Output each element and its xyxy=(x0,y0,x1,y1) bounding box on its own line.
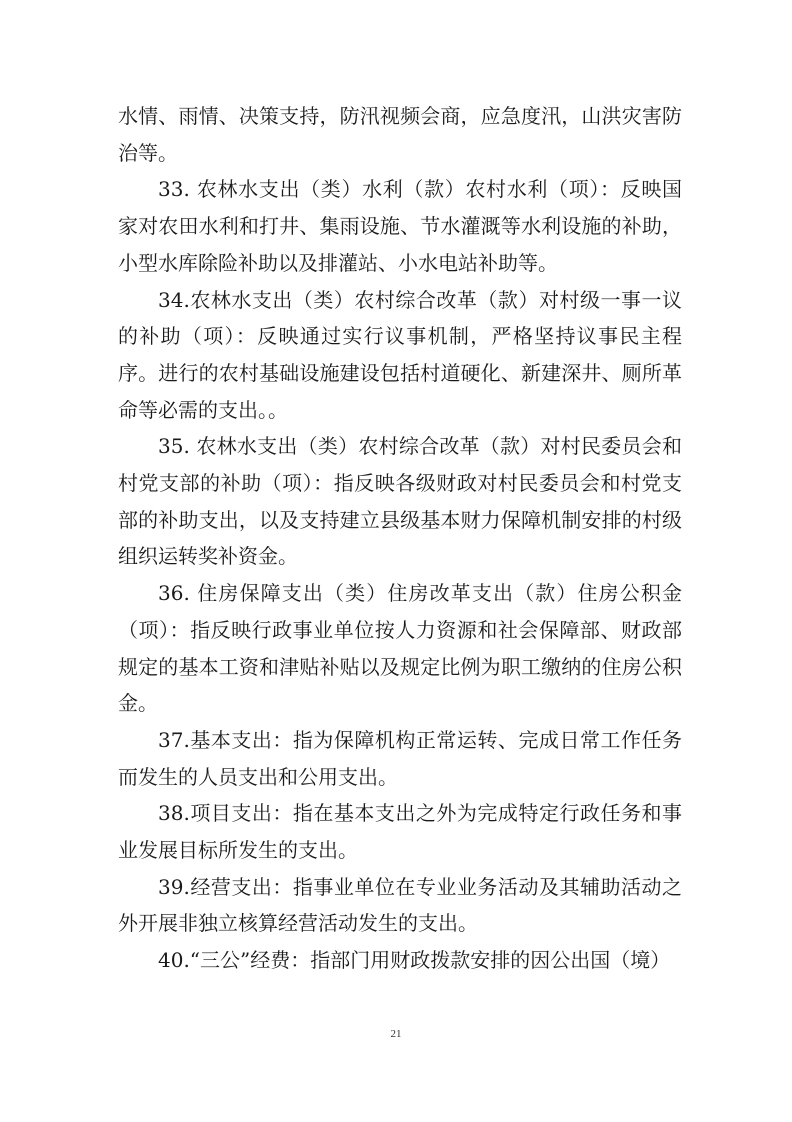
paragraph-item-34: 34.农林水支出（类）农村综合改革（款）对村级一事一议的补助（项）：反映通过实行议事机制，严格坚持议事民主程序。进行的农村基础设施建设包括村道硬化、新建深井、厕所革命等必需的支出。。 xyxy=(118,287,682,422)
paragraph-item-40: 40.“三公”经费：指部门用财政拨款安排的因公出国（境） xyxy=(158,948,671,973)
page-number: 21 xyxy=(390,1028,402,1040)
paragraph-item-36: 36. 住房保障支出（类）住房改革支出（款）住房公积金（项）：指反映行政事业单位按人力资源和社会保障部、财政部规定的基本工资和津贴补贴以及规定比例为职工缴纳的住房公积金。 xyxy=(118,581,682,716)
paragraph-item-38: 38.项目支出：指在基本支出之外为完成特定行政任务和事业发展目标所发生的支出。 xyxy=(118,801,682,863)
paragraph-item-33: 33. 农林水支出（类）水利（款）农村水利（项）：反映国家对农田水利和打井、集雨设施、节水灌溉等水利设施的补助，小型水库除险补助以及排灌站、小水电站补助等。 xyxy=(118,177,682,275)
paragraph-item-35: 35. 农林水支出（类）农村综合改革（款）对村民委员会和村党支部的补助（项）：指反映各级财政对村民委员会和村党支部的补助支出，以及支持建立县级基本财力保障机制安排的村级组织运转奖补资金。 xyxy=(118,434,682,569)
paragraph-item-39: 39.经营支出：指事业单位在专业业务活动及其辅助活动之外开展非独立核算经营活动发生的支出。 xyxy=(118,874,682,936)
paragraph-item-37: 37.基本支出：指为保障机构正常运转、完成日常工作任务而发生的人员支出和公用支出。 xyxy=(118,727,682,789)
document-body xyxy=(118,98,682,979)
paragraph-continuation: 水情、雨情、决策支持，防汛视频会商，应急度汛，山洪灾害防治等。 xyxy=(118,104,682,165)
